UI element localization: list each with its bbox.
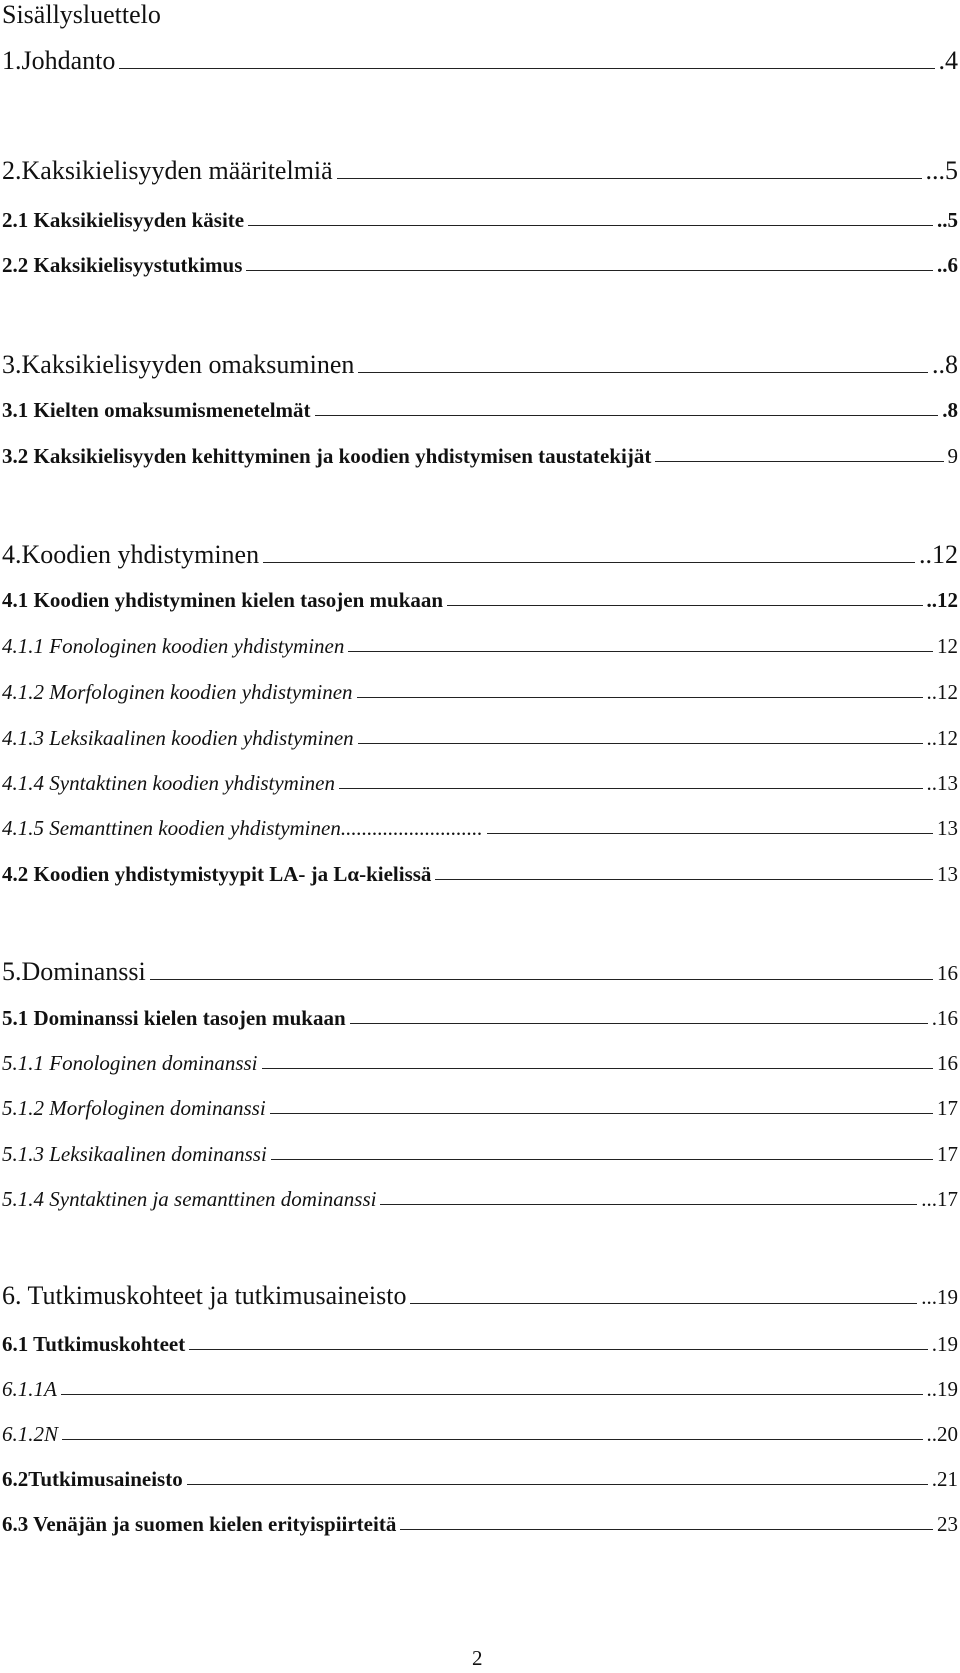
toc-entry-page: ..13 bbox=[926, 771, 958, 795]
toc-entry-6-1-1[interactable] bbox=[2, 1377, 958, 1402]
toc-entry-1[interactable] bbox=[2, 46, 958, 76]
toc-leader bbox=[380, 1204, 917, 1205]
toc-entry-label: 4.1.4 Syntaktinen koodien yhdistyminen bbox=[2, 771, 335, 795]
toc-entry-page: .8 bbox=[942, 398, 958, 422]
toc-leader bbox=[655, 461, 943, 462]
toc-entry-4-1-3[interactable] bbox=[2, 726, 958, 751]
toc-entry-6-2[interactable] bbox=[2, 1467, 958, 1492]
toc-leader bbox=[119, 68, 934, 69]
toc-entry-2-2[interactable] bbox=[2, 253, 958, 278]
toc-entry-4-1-5[interactable] bbox=[2, 816, 958, 841]
toc-entry-label: 5.Dominanssi bbox=[2, 957, 146, 986]
toc-entry-3[interactable] bbox=[2, 350, 958, 380]
toc-entry-page: 23 bbox=[937, 1512, 958, 1536]
toc-entry-6[interactable] bbox=[2, 1281, 958, 1311]
toc-entry-4[interactable] bbox=[2, 540, 958, 570]
toc-entry-6-3[interactable] bbox=[2, 1512, 958, 1537]
toc-leader bbox=[189, 1349, 928, 1350]
toc-entry-label: 2.2 Kaksikielisyystutkimus bbox=[2, 253, 243, 277]
toc-entry-page: ..12 bbox=[919, 540, 958, 569]
toc-entry-label: 5.1.2 Morfologinen dominanssi bbox=[2, 1096, 266, 1120]
toc-entry-5[interactable] bbox=[2, 957, 958, 987]
toc-entry-page: .16 bbox=[931, 1006, 958, 1030]
toc-leader bbox=[350, 1023, 928, 1024]
toc-entry-5-1-3[interactable] bbox=[2, 1142, 958, 1167]
toc-entry-label: 3.1 Kielten omaksumismenetelmät bbox=[2, 398, 311, 422]
toc-entry-label: 4.1 Koodien yhdistyminen kielen tasojen mukaan bbox=[2, 588, 444, 612]
toc-entry-label: 5.1.1 Fonologinen dominanssi bbox=[2, 1051, 258, 1075]
toc-entry-label: 6.2Tutkimusaineisto bbox=[2, 1467, 183, 1491]
toc-entry-page: 17 bbox=[937, 1142, 958, 1166]
toc-entry-2-1[interactable] bbox=[2, 208, 958, 233]
toc-leader bbox=[187, 1484, 928, 1485]
toc-leader bbox=[61, 1394, 923, 1395]
page-number: 2 bbox=[472, 1646, 483, 1670]
toc-leader bbox=[358, 372, 928, 373]
toc-entry-label: 4.1.2 Morfologinen koodien yhdistyminen bbox=[2, 680, 353, 704]
toc-entry-page: ...17 bbox=[921, 1187, 958, 1211]
toc-entry-5-1[interactable] bbox=[2, 1006, 958, 1031]
toc-entry-label: 2.Kaksikielisyyden määritelmiä bbox=[2, 156, 333, 185]
toc-leader bbox=[435, 879, 933, 880]
toc-entry-3-1[interactable] bbox=[2, 398, 958, 423]
toc-entry-page: ...19 bbox=[921, 1285, 958, 1309]
toc-entry-label: 1.Johdanto bbox=[2, 46, 116, 75]
toc-leader bbox=[150, 979, 933, 980]
toc-entry-page: 17 bbox=[937, 1096, 958, 1120]
toc-entry-page: ..19 bbox=[926, 1377, 958, 1401]
toc-leader bbox=[62, 1439, 922, 1440]
toc-leader bbox=[271, 1159, 933, 1160]
toc-entry-page: ..8 bbox=[932, 350, 958, 379]
toc-leader bbox=[348, 651, 933, 652]
toc-entry-page: .4 bbox=[938, 46, 958, 75]
toc-entry-label: 5.1.4 Syntaktinen ja semanttinen dominanssi bbox=[2, 1187, 377, 1211]
toc-leader bbox=[339, 788, 923, 789]
toc-leader bbox=[487, 833, 933, 834]
toc-entry-label: 3.2 Kaksikielisyyden kehittyminen ja koodien yhdistymisen taustatekijät bbox=[2, 444, 652, 468]
toc-entry-label: 6.1.2N bbox=[2, 1422, 59, 1446]
toc-entry-4-2[interactable] bbox=[2, 862, 958, 887]
toc-leader bbox=[263, 562, 915, 563]
toc-entry-5-1-4[interactable] bbox=[2, 1187, 958, 1212]
toc-entry-page: ..12 bbox=[926, 680, 958, 704]
toc-entry-page: ..5 bbox=[937, 208, 958, 232]
toc-leader bbox=[357, 697, 923, 698]
toc-entry-page: ..20 bbox=[926, 1422, 958, 1446]
toc-leader bbox=[248, 225, 933, 226]
toc-entry-4-1-1[interactable] bbox=[2, 634, 958, 659]
toc-entry-6-1-2[interactable] bbox=[2, 1422, 958, 1447]
toc-entry-page: 13 bbox=[937, 862, 958, 886]
toc-leader bbox=[246, 270, 933, 271]
toc-entry-3-2[interactable] bbox=[2, 444, 958, 469]
toc-entry-label: 5.1.3 Leksikaalinen dominanssi bbox=[2, 1142, 267, 1166]
toc-entry-5-1-1[interactable] bbox=[2, 1051, 958, 1076]
toc-entry-label: 4.1.1 Fonologinen koodien yhdistyminen bbox=[2, 634, 345, 658]
toc-leader bbox=[270, 1113, 933, 1114]
toc-entry-4-1-2[interactable] bbox=[2, 680, 958, 705]
toc-entry-page: 12 bbox=[937, 634, 958, 658]
toc-entry-page: ..12 bbox=[926, 588, 958, 612]
toc-leader bbox=[262, 1068, 934, 1069]
toc-entry-page: 16 bbox=[937, 961, 958, 985]
toc-entry-label: 6. Tutkimuskohteet ja tutkimusaineisto bbox=[2, 1281, 407, 1310]
toc-leader bbox=[337, 178, 922, 179]
toc-leader bbox=[315, 415, 939, 416]
toc-entry-page: .21 bbox=[931, 1467, 958, 1491]
toc-entry-label: 4.1.5 Semanttinen koodien yhdistyminen........................... bbox=[2, 816, 483, 840]
toc-entry-6-1[interactable] bbox=[2, 1332, 958, 1357]
toc-entry-label: 6.1.1A bbox=[2, 1377, 57, 1401]
toc-entry-label: 4.Koodien yhdistyminen bbox=[2, 540, 260, 569]
toc-entry-page: .19 bbox=[931, 1332, 958, 1356]
toc-leader bbox=[358, 743, 923, 744]
toc-entry-label: 6.3 Venäjän ja suomen kielen erityispiirteitä bbox=[2, 1512, 397, 1536]
toc-entry-page: ...5 bbox=[925, 156, 958, 185]
toc-entry-page: 13 bbox=[937, 816, 958, 840]
toc-entry-4-1[interactable] bbox=[2, 588, 958, 613]
toc-entry-page: 16 bbox=[937, 1051, 958, 1075]
toc-entry-5-1-2[interactable] bbox=[2, 1096, 958, 1121]
toc-entry-label: 2.1 Kaksikielisyyden käsite bbox=[2, 208, 245, 232]
toc-entry-page: ..12 bbox=[926, 726, 958, 750]
toc-leader bbox=[447, 605, 922, 606]
page-title: Sisällysluettelo bbox=[2, 0, 161, 29]
toc-entry-label: 4.2 Koodien yhdistymistyypit LA- ja Lα-kielissä bbox=[2, 862, 432, 886]
toc-entry-4-1-4[interactable] bbox=[2, 771, 958, 796]
toc-leader bbox=[410, 1303, 917, 1304]
toc-entry-2[interactable] bbox=[2, 156, 958, 186]
toc-entry-label: 5.1 Dominanssi kielen tasojen mukaan bbox=[2, 1006, 346, 1030]
toc-entry-label: 3.Kaksikielisyyden omaksuminen bbox=[2, 350, 355, 379]
toc-entry-page: 9 bbox=[947, 444, 958, 468]
toc-entry-label: 4.1.3 Leksikaalinen koodien yhdistyminen bbox=[2, 726, 354, 750]
toc-entry-label: 6.1 Tutkimuskohteet bbox=[2, 1332, 186, 1356]
toc-leader bbox=[400, 1529, 933, 1530]
toc-entry-page: ..6 bbox=[937, 253, 958, 277]
